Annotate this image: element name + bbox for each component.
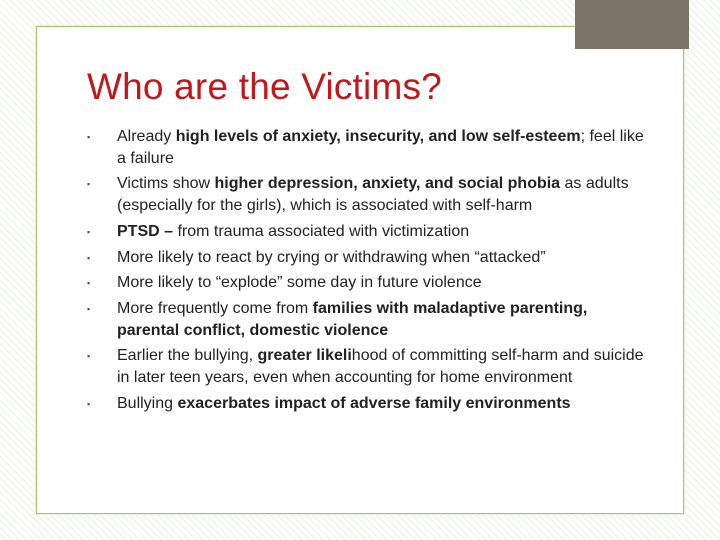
bullet-text-bold: greater likeli bbox=[257, 347, 352, 365]
bullet-item bbox=[86, 393, 646, 415]
bullet-item bbox=[86, 247, 646, 269]
bullet-text-bold: higher depression, anxiety, and social phobia bbox=[214, 175, 561, 193]
bullet-marker-icon: ▪ bbox=[87, 304, 91, 315]
bullet-item bbox=[86, 173, 646, 216]
bullet-text-bold: exacerbates impact of adverse family environments bbox=[177, 394, 571, 412]
bullet-text: as adults (especially for the girls), which is associated with self-harm bbox=[117, 175, 629, 214]
bullet-text-bold: families with maladaptive parenting, parental conflict, domestic violence bbox=[117, 300, 588, 339]
bullet-text-bold: high levels of anxiety, insecurity, and low self- bbox=[175, 128, 526, 145]
bullet-marker-icon: ▪ bbox=[87, 179, 91, 190]
corner-accent-block bbox=[575, 0, 689, 49]
bullet-item bbox=[86, 126, 646, 169]
slide-title: Who are the Victims? bbox=[87, 66, 442, 107]
bullet-item bbox=[86, 298, 646, 341]
bullet-marker-icon: ▪ bbox=[87, 351, 91, 362]
bullet-text: Victims show bbox=[117, 175, 215, 193]
bullet-marker-icon: ▪ bbox=[87, 132, 91, 142]
bullet-text: More frequently come from bbox=[117, 300, 313, 318]
bullet-text: Already bbox=[117, 128, 176, 145]
bullet-marker-icon: ▪ bbox=[87, 226, 91, 237]
bullet-marker-icon: ▪ bbox=[87, 278, 91, 289]
bullet-text: Bullying bbox=[117, 394, 178, 412]
bullet-marker-icon: ▪ bbox=[87, 252, 91, 263]
bullet-text: Earlier the bullying, bbox=[117, 347, 258, 365]
bullet-item bbox=[86, 345, 646, 388]
bullet-item bbox=[86, 272, 646, 294]
bullet-text-bold: PTSD – bbox=[117, 222, 174, 240]
bullet-text: More likely to react by crying or withdrawing when “attacked” bbox=[117, 248, 546, 266]
bullet-text-bold: esteem bbox=[525, 128, 581, 145]
bullet-text: hood of committing self-harm and suicide in later teen years, even when accounting for home environment bbox=[117, 347, 644, 387]
bullet-text: ; feel like a failure bbox=[117, 128, 644, 167]
bullet-item bbox=[86, 221, 646, 243]
bullet-text: from trauma associated with victimization bbox=[173, 222, 470, 240]
bullet-text: More likely to “explode” some day in future violence bbox=[117, 274, 482, 292]
bullet-list bbox=[86, 126, 646, 419]
bullet-marker-icon: ▪ bbox=[87, 398, 91, 409]
